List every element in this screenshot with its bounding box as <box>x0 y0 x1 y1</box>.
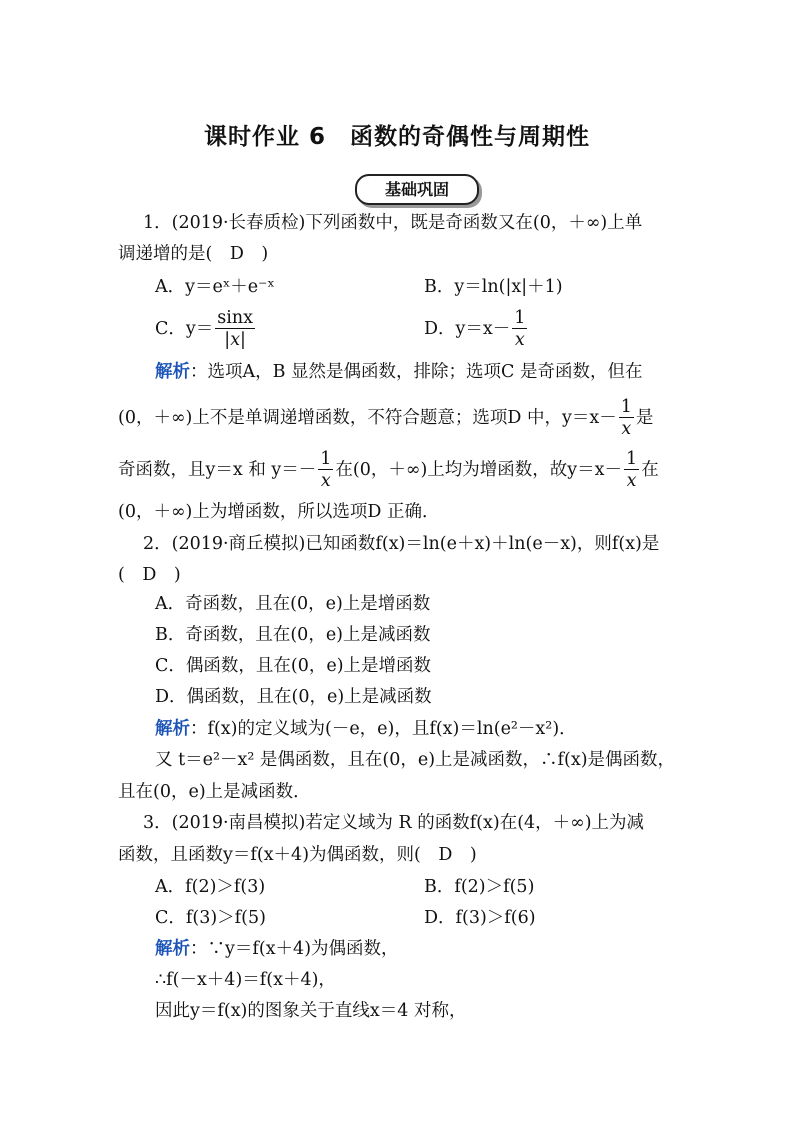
q2-solution-text1: ：f(x)的定义域为(－e，e)，且f(x)＝ln(e²－x²)． <box>190 719 577 739</box>
fraction-denominator: x <box>320 471 331 491</box>
q1-stem-line1: 1．(2019·长春质检)下列函数中，既是奇函数又在(0，＋∞)上单 <box>143 213 643 233</box>
q3-solution-line1 <box>155 937 399 961</box>
q3-solution-line3: 因此y＝f(x)的图象关于直线x＝4 对称， <box>155 1001 467 1021</box>
q2-option-b: B．奇函数，且在(0，e)上是减函数 <box>155 625 431 645</box>
fraction-numerator: 1 <box>320 449 332 469</box>
q1-option-d-prefix: D．y＝x－ <box>424 319 511 339</box>
q3-solution-line2: ∴f(－x＋4)＝f(x＋4)， <box>155 970 336 990</box>
q2-solution-line2: 又 t＝e²－x² 是偶函数，且在(0，e)上是减函数，∴f(x)是偶函数， <box>155 750 676 770</box>
q3-option-d: D．f(3)＞f(6) <box>424 908 536 928</box>
q1-stem-line2: 调递增的是( D ) <box>118 244 269 264</box>
q1-solution-text3c: 在 <box>641 460 659 480</box>
page-title: 课时作业 6 函数的奇偶性与周期性 <box>203 124 590 150</box>
solution-label: 解析 <box>155 719 190 739</box>
q3-solution-text1: ：∵y＝f(x＋4)为偶函数， <box>190 939 399 959</box>
fraction-numerator: 1 <box>620 397 632 417</box>
fraction-denominator: |x| <box>224 330 246 350</box>
q1-option-c-prefix: C．y＝ <box>155 319 214 339</box>
fraction-numerator: 1 <box>514 308 526 328</box>
q1-option-a: A．y＝eˣ＋e⁻ˣ <box>155 277 275 297</box>
q3-stem-line1: 3．(2019·南昌模拟)若定义域为 R 的函数f(x)在(4，＋∞)上为减 <box>143 813 645 833</box>
q1-option-c-fraction <box>215 308 255 351</box>
q1-solution-line3 <box>118 449 659 492</box>
q1-solution-text1: ：选项A，B 显然是偶函数，排除；选项C 是奇函数，但在 <box>190 362 643 382</box>
q1-solution-text2b: 是 <box>635 408 654 428</box>
fraction-numerator: sinx <box>217 308 253 328</box>
q3-option-a: A．f(2)＞f(3) <box>155 877 266 897</box>
q2-solution-line1 <box>155 717 577 741</box>
solution-label: 解析 <box>155 362 190 382</box>
q1-option-d-fraction <box>512 308 527 351</box>
q2-solution-line3: 且在(0，e)上是减函数． <box>118 782 311 802</box>
q1-option-d <box>424 308 529 351</box>
fraction-numerator: 1 <box>626 449 638 469</box>
solution-label: 解析 <box>155 939 190 959</box>
q1-option-b: B．y＝ln(|x|＋1) <box>424 277 563 297</box>
q1-solution-text3b: 在(0，＋∞)上均为增函数，故y＝x－ <box>335 460 623 480</box>
q1-solution-fraction3 <box>624 449 639 492</box>
fraction-denominator: x <box>626 471 637 491</box>
q2-stem-line2: ( D ) <box>118 565 181 585</box>
fraction-denominator: x <box>514 330 525 350</box>
q2-option-a: A．奇函数，且在(0，e)上是增函数 <box>155 594 431 614</box>
fraction-denominator: x <box>621 419 632 439</box>
q2-stem-line1: 2．(2019·商丘模拟)已知函数f(x)＝ln(e＋x)＋ln(e－x)，则f(x)是 <box>143 534 660 554</box>
q1-solution-fraction2 <box>318 449 333 492</box>
q1-solution-line1 <box>155 360 643 384</box>
q3-option-b: B．f(2)＞f(5) <box>424 877 535 897</box>
q1-solution-text3a: 奇函数，且y＝x 和 y＝－ <box>118 460 317 480</box>
q1-solution-line4: (0，＋∞)上为增函数，所以选项D 正确． <box>118 502 440 522</box>
q1-solution-line2 <box>118 397 653 440</box>
q1-solution-text2a: (0，＋∞)上不是单调递增函数，不符合题意；选项D 中，y＝x－ <box>118 408 617 428</box>
q3-stem-line2: 函数，且函数y＝f(x＋4)为偶函数，则( D ) <box>118 845 477 865</box>
section-badge: 基础巩固 <box>355 174 479 205</box>
q2-option-d: D．偶函数，且在(0，e)上是减函数 <box>155 687 432 707</box>
q1-solution-fraction1 <box>619 397 634 440</box>
q3-option-c: C．f(3)＞f(5) <box>155 908 266 928</box>
q2-option-c: C．偶函数，且在(0，e)上是增函数 <box>155 656 432 676</box>
q1-option-c <box>155 308 257 351</box>
